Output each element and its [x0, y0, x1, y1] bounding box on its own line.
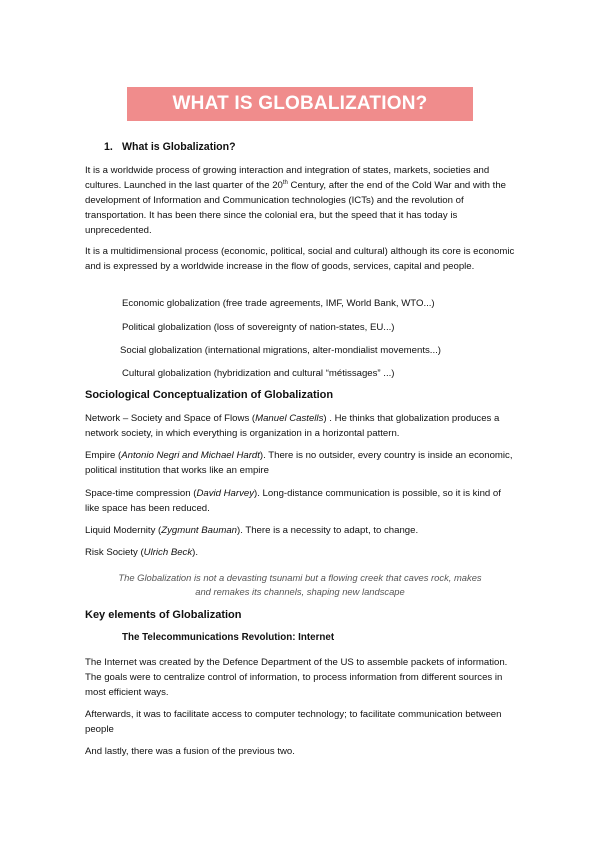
- section-heading-key-elements: Key elements of Globalization: [85, 609, 242, 621]
- title-banner: [127, 87, 473, 121]
- quote-block: The Globalization is not a devasting tsunami but a flowing creek that caves rock, makes and remakes its channels, shaping new landscape: [118, 572, 482, 597]
- multidimensional-paragraph: It is a multidimensional process (economic, political, social and cultural) although its core is economic and is expressed by a worldwide increase in the flow of goods, services, capital and people.: [85, 246, 515, 272]
- list-item-economic: Economic globalization (free trade agreements, IMF, World Bank, WTO...): [122, 298, 435, 309]
- entry-risk-society: [85, 545, 515, 560]
- list-item-political: Political globalization (loss of sovereignty of nation-states, EU...): [122, 322, 395, 333]
- entry-text: ). There is no outsider, every country is inside an economic, political institution that works like an empire: [85, 450, 513, 476]
- entry-empire: [85, 448, 515, 478]
- list-item-cultural: Cultural globalization (hybridization and cultural “métissages” ...): [122, 368, 395, 379]
- entry-text: Liquid Modernity (: [85, 525, 162, 536]
- list-item-social: Social globalization (international migrations, alter-mondialist movements...): [120, 345, 442, 356]
- author-name: Manuel Castells: [255, 413, 324, 424]
- page-title: WHAT IS GLOBALIZATION?: [172, 93, 428, 114]
- entry-text: ). Long-distance communication is possible, so it is kind of like space has been reduced.: [85, 488, 501, 514]
- afterwards-paragraph: Afterwards, it was to facilitate access to computer technology; to facilitate communication between people: [85, 709, 502, 735]
- entry-network-society: [85, 411, 515, 441]
- superscript: th: [282, 179, 288, 186]
- section-number: 1.: [104, 141, 113, 153]
- author-name: Antonio Negri and Michael Hardt: [121, 450, 260, 461]
- lastly-paragraph: And lastly, there was a fusion of the previous two.: [85, 746, 295, 757]
- section-heading-what-is-globalization: [104, 141, 236, 153]
- entry-liquid-modernity: [85, 523, 515, 538]
- author-name: David Harvey: [196, 488, 255, 499]
- intro-text-a: It is a worldwide process of growing interaction and integration of states, markets, societies and cultures. Launched in the last quarter of the 20: [85, 165, 490, 191]
- author-name: Ulrich Beck: [143, 547, 193, 558]
- section-heading-text: What is Globalization?: [122, 141, 236, 153]
- internet-paragraph: The Internet was created by the Defence Department of the US to assemble packets of information. The goals were to centralize control of information, to process information from different sources in most efficient ways.: [85, 657, 508, 698]
- intro-paragraph: [85, 163, 515, 238]
- author-name: Zygmunt Bauman: [161, 525, 237, 536]
- entry-text: Space-time compression (: [85, 488, 197, 499]
- entry-text: Network – Society and Space of Flows (: [85, 413, 256, 424]
- entry-text: ).: [192, 547, 199, 558]
- section-heading-sociological: Sociological Conceptualization of Globalization: [85, 389, 334, 401]
- entry-text: Empire (: [85, 450, 122, 461]
- entry-text: ) . He thinks that globalization produces a network society, in which everything is organization in a horizontal pattern.: [85, 413, 500, 439]
- intro-text-b: Century, after the end of the Cold War and with the development of Information and Communication technologies (ICTs) and the revolution of transportation. It has been there since the colonial era, but the speed that it has today is unprecedented.: [85, 180, 506, 236]
- entry-text: ). There is a necessity to adapt, to change.: [237, 525, 419, 536]
- subheading-telecom-revolution: The Telecommunications Revolution: Internet: [122, 632, 335, 643]
- entry-space-time: [85, 486, 515, 516]
- entry-text: Risk Society (: [85, 547, 144, 558]
